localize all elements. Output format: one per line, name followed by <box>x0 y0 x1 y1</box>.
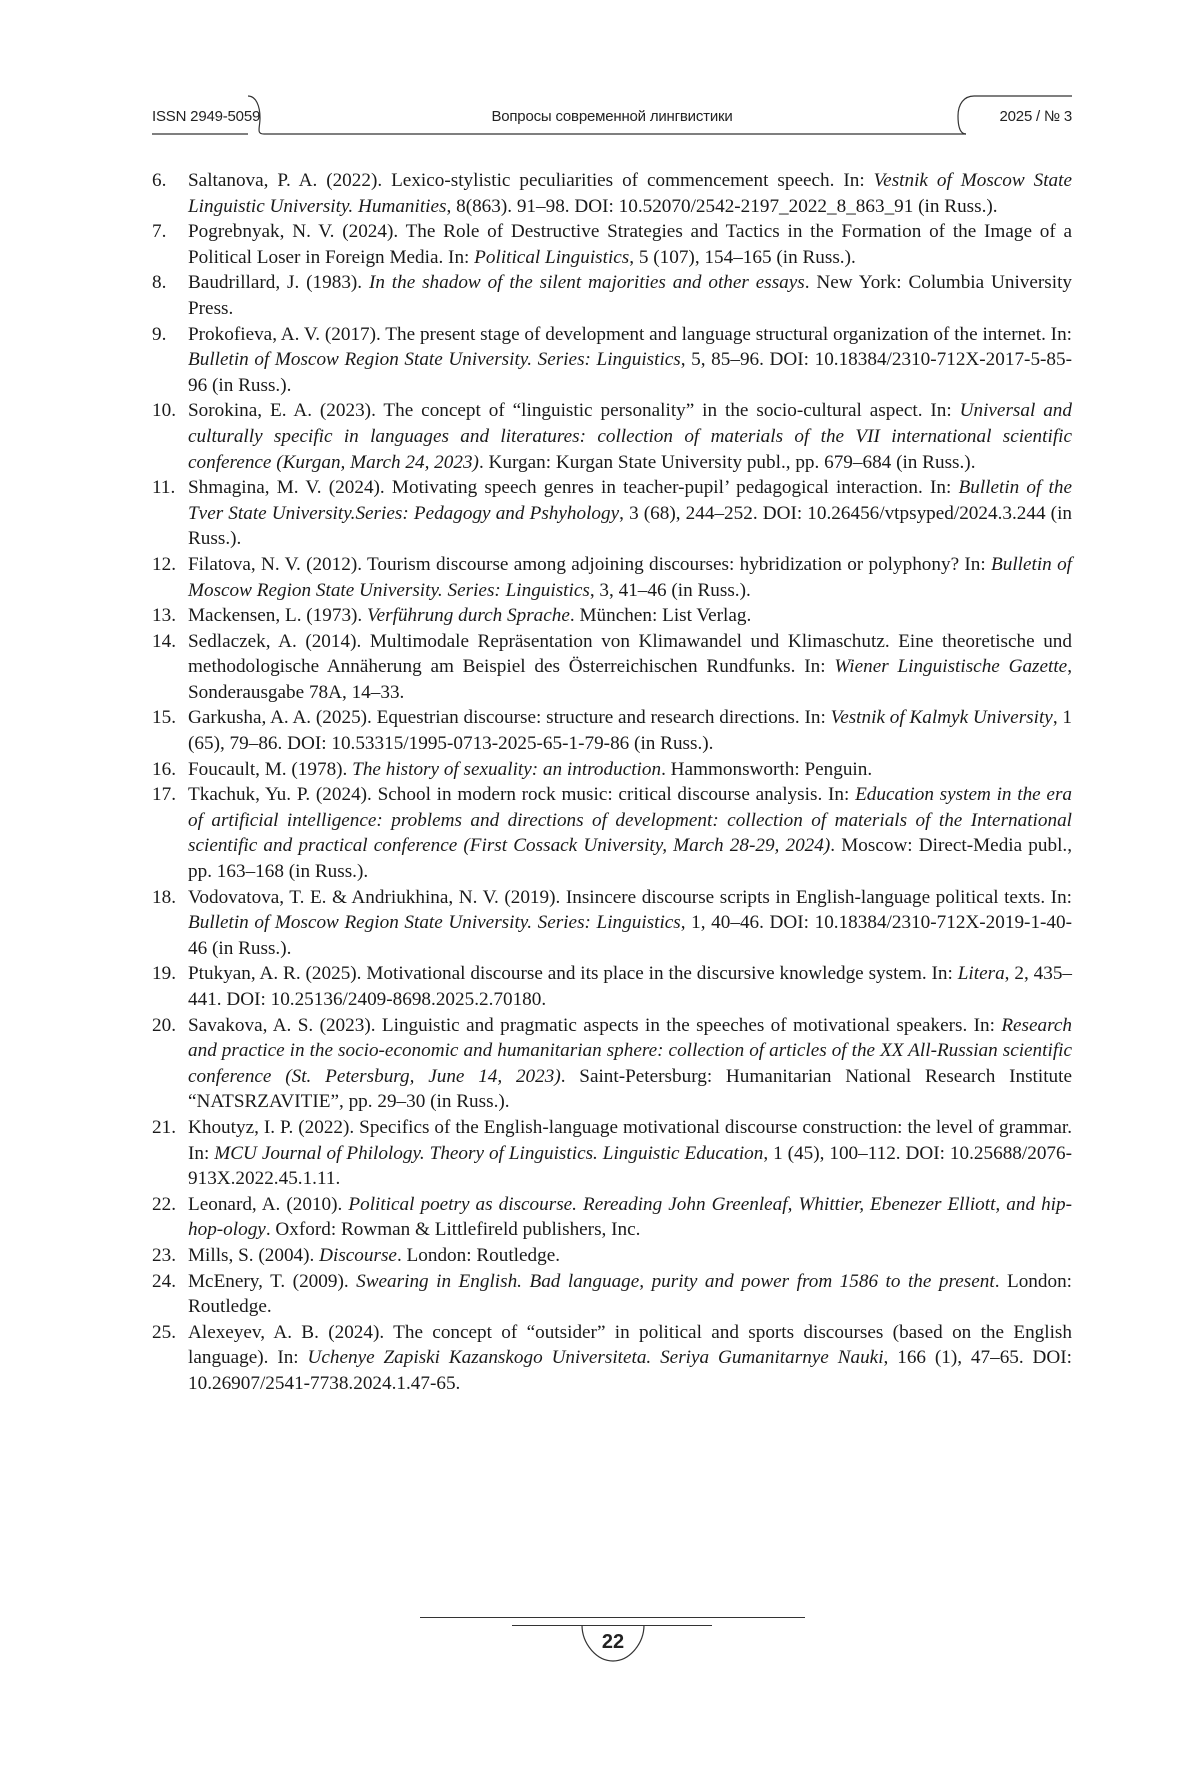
reference-number: 21. <box>152 1115 176 1141</box>
issue-label: 2025 / № 3 <box>1000 108 1072 125</box>
reference-number: 15. <box>152 705 176 731</box>
reference-number: 19. <box>152 961 176 987</box>
reference-number: 14. <box>152 629 176 655</box>
reference-item <box>152 885 1072 962</box>
reference-number: 23. <box>152 1243 176 1269</box>
running-header <box>152 92 1072 136</box>
reference-text: Vodovatova, T. E. & Andriukhina, N. V. (2019). Insincere discourse scripts in English-language political texts. In: Bulletin of Moscow Region State University. Series: Linguistics, 1, 40–46. DOI: 10.18384/2310-712X-2019-1-40-46 (in Russ.). <box>188 887 1072 959</box>
reference-text: Sedlaczek, A. (2014). Multimodale Repräsentation von Klimawandel und Klimaschutz. Eine theoretische und methodologische Annäherung am Beispiel des Österreichischen Rundfunks. In: Wiener Linguistische Gazette, Sonderausgabe 78A, 14–33. <box>188 631 1072 703</box>
reference-text: Mills, S. (2004). Discourse. London: Routledge. <box>188 1245 560 1266</box>
reference-text: Alexeyev, A. B. (2024). The concept of “outsider” in political and sports discourses (based on the English language). In: Uchenye Zapiski Kazanskogo Universiteta. Seriya Gumanitarnye Nauki, 166 (1), 47–65. DOI: 10.26907/2541-7738.2024.1.47-65. <box>188 1322 1072 1394</box>
reference-text: Prokofieva, A. V. (2017). The present stage of development and language structural organization of the internet. In: Bulletin of Moscow Region State University. Series: Linguistics, 5, 85–96. DOI: 10.18384/2310-712X-2017-5-85-96 (in Russ.). <box>188 324 1072 396</box>
reference-list <box>152 168 1072 1397</box>
reference-text: Shmagina, M. V. (2024). Motivating speech genres in teacher-pupil’ pedagogical interaction. In: Bulletin of the Tver State University.Series: Pedagogy and Pshyhology, 3 (68), 244–252. DOI: 10.26456/vtpsyped/2024.3.244 (in Russ.). <box>188 477 1072 549</box>
reference-item <box>152 1269 1072 1320</box>
reference-item <box>152 705 1072 756</box>
reference-item <box>152 552 1072 603</box>
reference-item <box>152 1192 1072 1243</box>
reference-item <box>152 219 1072 270</box>
reference-text: Foucault, M. (1978). The history of sexuality: an introduction. Hammonsworth: Penguin. <box>188 759 872 780</box>
reference-number: 12. <box>152 552 176 578</box>
reference-number: 6. <box>152 168 166 194</box>
reference-item <box>152 1115 1072 1192</box>
reference-number: 24. <box>152 1269 176 1295</box>
reference-text: Tkachuk, Yu. P. (2024). School in modern rock music: critical discourse analysis. In: Education system in the era of artificial intelligence: problems and directions of development: collection of materials of the International scientific and practical conference (First Cossack University, March 28-29, 2024). Moscow: Direct-Media publ., pp. 163–168 (in Russ.). <box>188 784 1072 882</box>
reference-item <box>152 1243 1072 1269</box>
reference-number: 7. <box>152 219 166 245</box>
reference-text: Pogrebnyak, N. V. (2024). The Role of Destructive Strategies and Tactics in the Formation of the Image of a Political Loser in Foreign Media. In: Political Linguistics, 5 (107), 154–165 (in Russ.). <box>188 221 1072 268</box>
reference-item <box>152 629 1072 706</box>
reference-number: 11. <box>152 475 175 501</box>
reference-number: 17. <box>152 782 176 808</box>
reference-number: 18. <box>152 885 176 911</box>
reference-text: Saltanova, P. A. (2022). Lexico-stylistic peculiarities of commencement speech. In: Vestnik of Moscow State Linguistic University. Humanities, 8(863). 91–98. DOI: 10.52070/2542-2197_2022_8_863_91 (in Russ.). <box>188 170 1072 217</box>
reference-item <box>152 322 1072 399</box>
reference-number: 9. <box>152 322 166 348</box>
reference-item <box>152 1013 1072 1115</box>
reference-item <box>152 168 1072 219</box>
reference-item <box>152 398 1072 475</box>
reference-item <box>152 757 1072 783</box>
reference-text: Savakova, A. S. (2023). Linguistic and pragmatic aspects in the speeches of motivational speakers. In: Research and practice in the socio-economic and humanitarian sphere: collection of articles of the XX All-Russian scientific conference (St. Petersburg, June 14, 2023). Saint-Petersburg: Humanitarian National Research Institute “NATSRZAVITIE”, pp. 29–30 (in Russ.). <box>188 1015 1072 1113</box>
reference-text: McEnery, T. (2009). Swearing in English. Bad language, purity and power from 1586 to the present. London: Routledge. <box>188 1271 1072 1318</box>
reference-number: 8. <box>152 270 166 296</box>
reference-number: 20. <box>152 1013 176 1039</box>
issn-label: ISSN 2949-5059 <box>152 108 260 125</box>
reference-number: 10. <box>152 398 176 424</box>
footer-rule <box>420 1617 805 1618</box>
reference-text: Garkusha, A. A. (2025). Equestrian discourse: structure and research directions. In: Vestnik of Kalmyk University, 1 (65), 79–86. DOI: 10.53315/1995-0713-2025-65-1-79-86 (in Russ.). <box>188 707 1072 754</box>
reference-text: Ptukyan, A. R. (2025). Motivational discourse and its place in the discursive knowledge system. In: Litera, 2, 435–441. DOI: 10.25136/2409-8698.2025.2.70180. <box>188 963 1072 1010</box>
reference-text: Mackensen, L. (1973). Verführung durch Sprache. München: List Verlag. <box>188 605 751 626</box>
reference-number: 25. <box>152 1320 176 1346</box>
reference-text: Khoutyz, I. P. (2022). Specifics of the English-language motivational discourse construction: the level of grammar. In: MCU Journal of Philology. Theory of Linguistics. Linguistic Education, 1 (45), 100–112. DOI: 10.25688/2076-913X.2022.45.1.11. <box>188 1117 1072 1189</box>
reference-item <box>152 270 1072 321</box>
reference-item <box>152 1320 1072 1397</box>
reference-number: 16. <box>152 757 176 783</box>
reference-item <box>152 782 1072 884</box>
reference-text: Filatova, N. V. (2012). Tourism discourse among adjoining discourses: hybridization or polyphony? In: Bulletin of Moscow Region State University. Series: Linguistics, 3, 41–46 (in Russ.). <box>188 554 1072 601</box>
document-page <box>0 0 1200 1783</box>
reference-number: 22. <box>152 1192 176 1218</box>
reference-text: Sorokina, E. A. (2023). The concept of “linguistic personality” in the socio-cultural aspect. In: Universal and culturally specific in languages and literatures: collection of materials of the VII international scientific conference (Kurgan, March 24, 2023). Kurgan: Kurgan State University publ., pp. 679–684 (in Russ.). <box>188 400 1072 472</box>
page-number: 22 <box>578 1631 648 1654</box>
journal-title: Вопросы современной лингвистики <box>152 108 1072 125</box>
reference-text: Baudrillard, J. (1983). In the shadow of the silent majorities and other essays. New York: Columbia University Press. <box>188 272 1072 319</box>
reference-item <box>152 475 1072 552</box>
reference-item <box>152 961 1072 1012</box>
reference-number: 13. <box>152 603 176 629</box>
reference-text: Leonard, A. (2010). Political poetry as discourse. Rereading John Greenleaf, Whittier, Ebenezer Elliott, and hip-hop-ology. Oxford: Rowman & Littlefireld publishers, Inc. <box>188 1194 1072 1241</box>
reference-item <box>152 603 1072 629</box>
